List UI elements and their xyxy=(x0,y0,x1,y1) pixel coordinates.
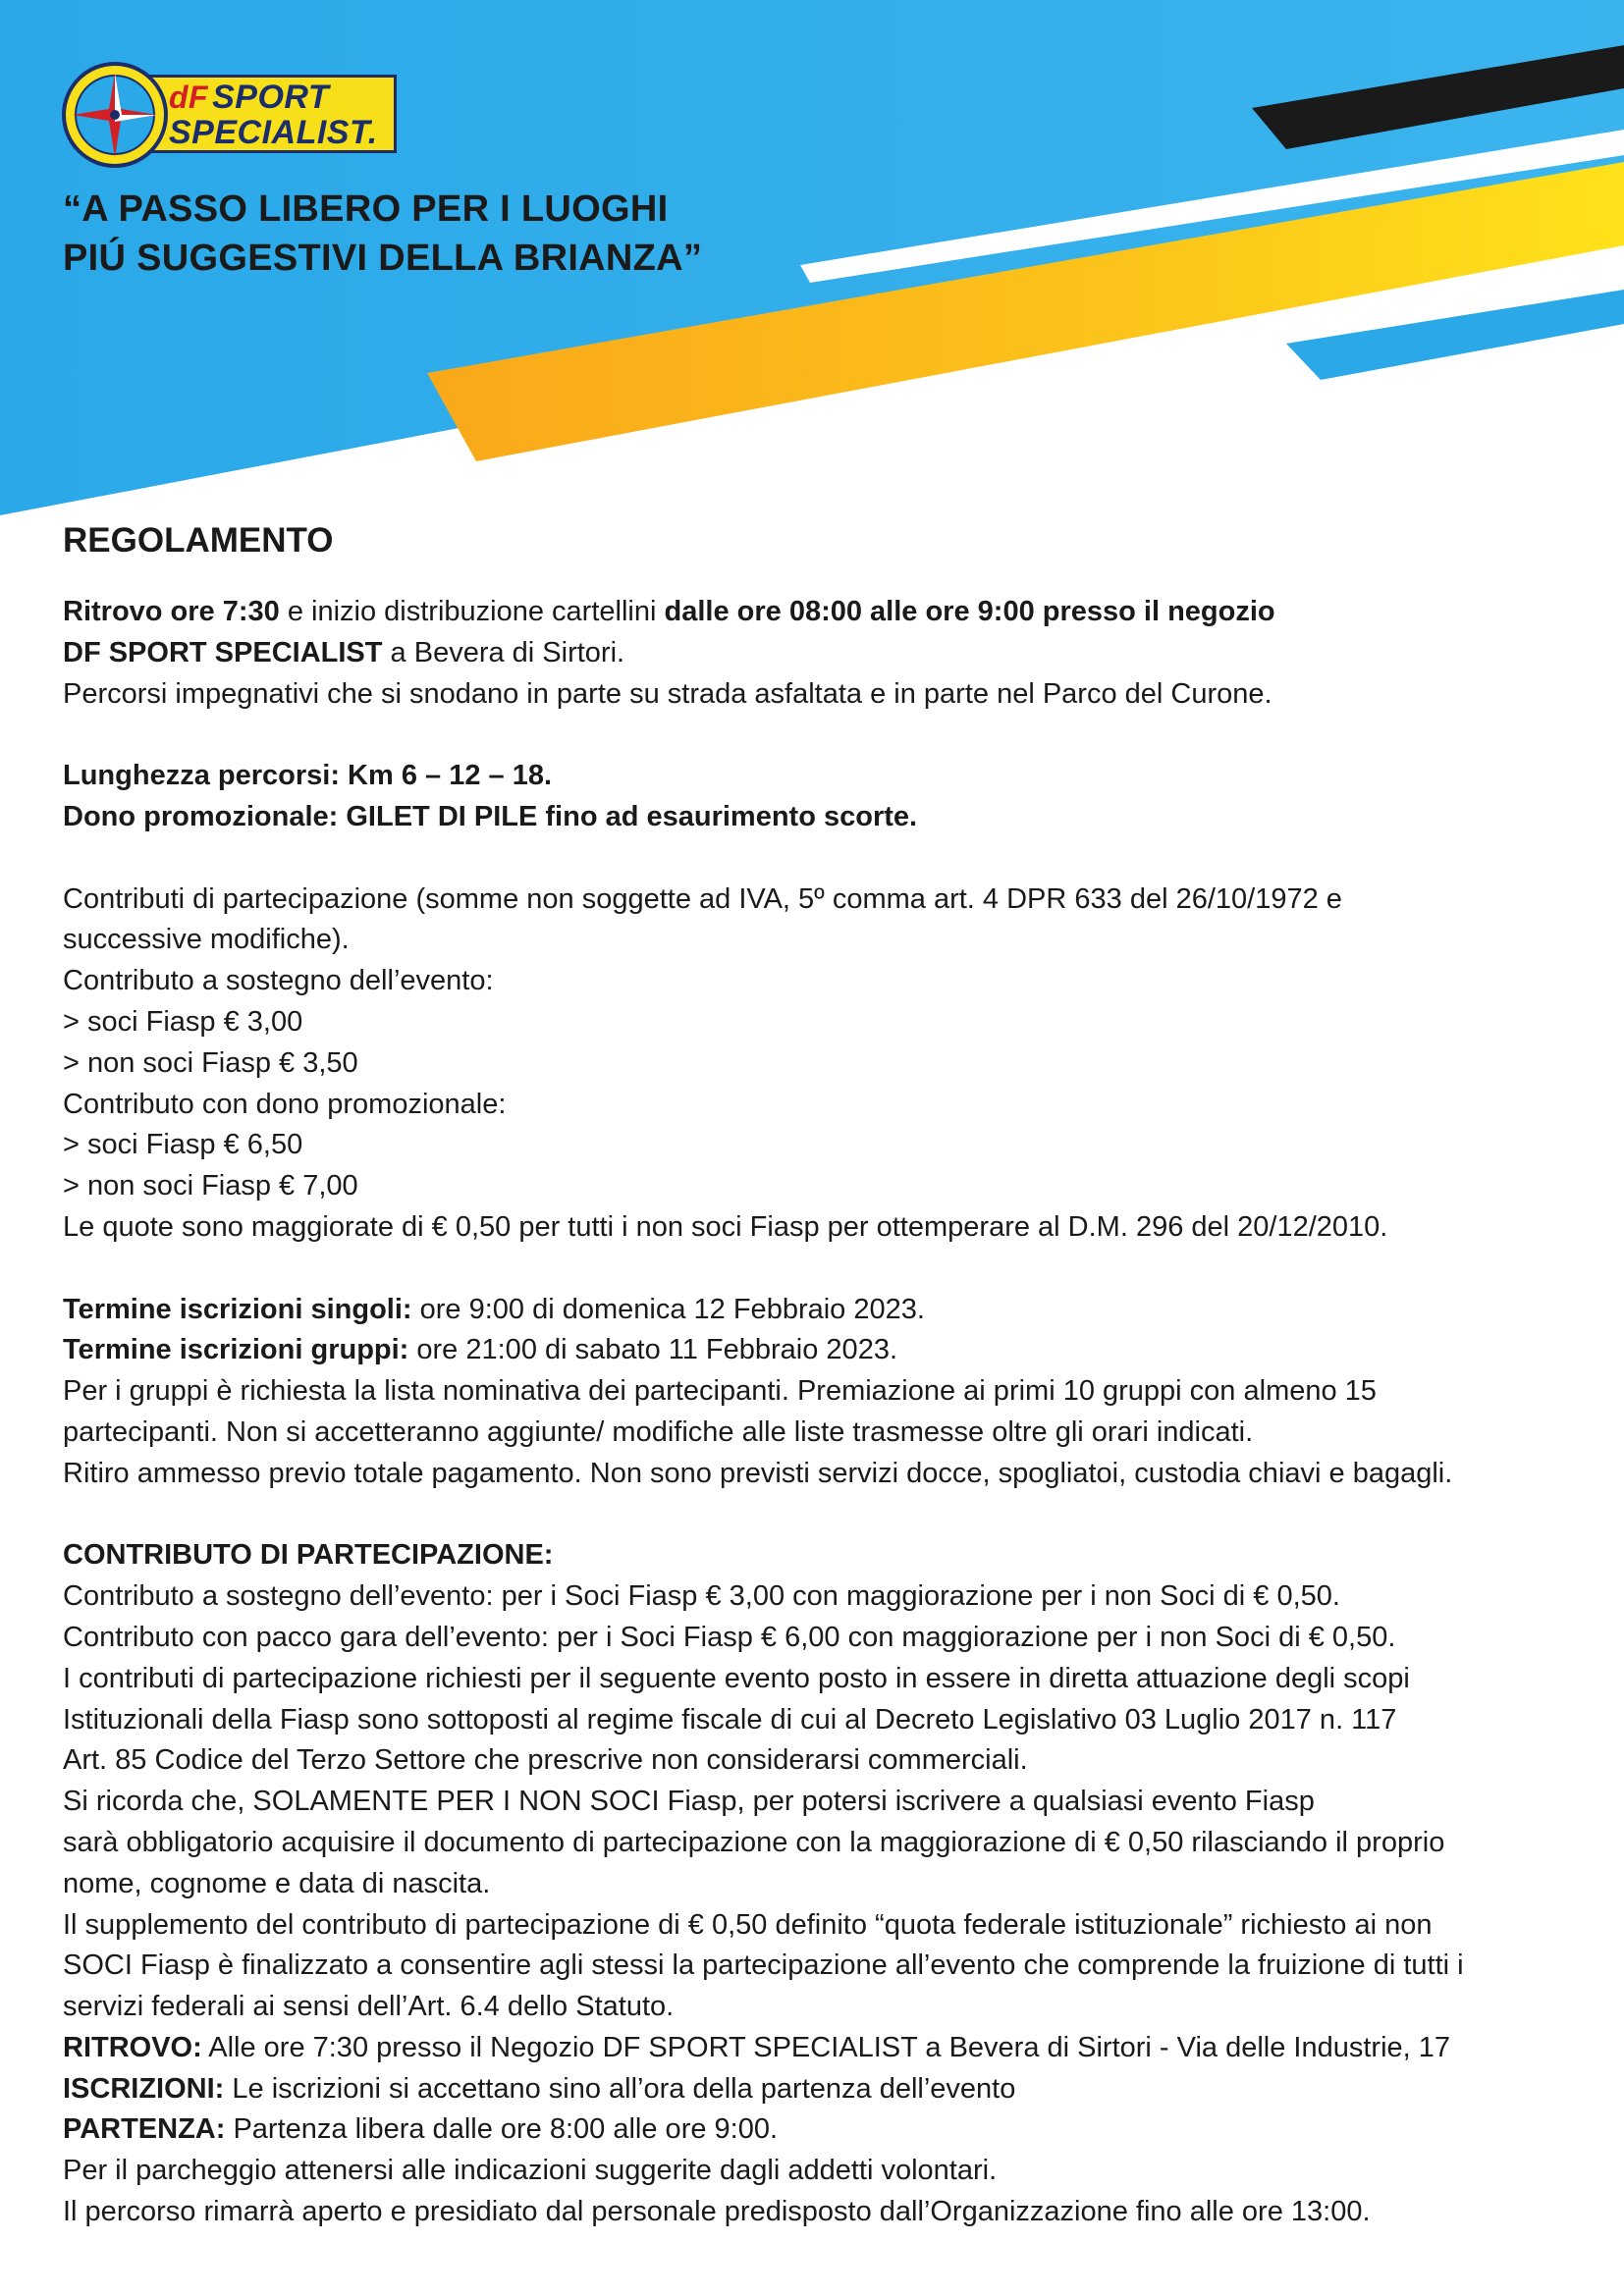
ritrovo-line: Ritrovo ore 7:30 e inizio distribuzione cartellini dalle ore 08:00 alle ore 9:00 presso il negozio xyxy=(63,596,1275,627)
contributi-line: > non soci Fiasp € 3,50 xyxy=(63,1046,358,1079)
logo-line-1: dF SPORT xyxy=(169,79,330,116)
contributo-line: I contributi di partecipazione richiesti per il seguente evento posto in essere in diretta attuazione degli scopi xyxy=(63,1662,1410,1694)
contributi-line: > non soci Fiasp € 7,00 xyxy=(63,1170,358,1202)
percorsi-line: Percorsi impegnativi che si snodano in parte su strada asfaltata e in parte nel Parco del Curone. xyxy=(63,677,1272,710)
headline-line-1: “A PASSO LIBERO PER I LUOGHI xyxy=(63,188,669,230)
dono-line: Dono promozionale: GILET DI PILE fino ad esaurimento scorte. xyxy=(63,800,918,832)
termini-line: Ritiro ammesso previo totale pagamento. Non sono previsti servizi docce, spogliatoi, custodia chiavi e bagagli. xyxy=(63,1457,1453,1489)
contributo-line: Contributo con pacco gara dell’evento: per i Soci Fiasp € 6,00 con maggiorazione per i non Soci di € 0,50. xyxy=(63,1621,1396,1653)
contributi-line: Contributo con dono promozionale: xyxy=(63,1088,507,1120)
contributi-line: Contributo a sostegno dell’evento: xyxy=(63,965,494,997)
contributi-line: > soci Fiasp € 6,50 xyxy=(63,1129,303,1161)
contributi-line: Le quote sono maggiorate di € 0,50 per tutti i non soci Fiasp per ottemperare al D.M. 296 del 20/12/2010. xyxy=(63,1210,1388,1243)
contributo-line: Art. 85 Codice del Terzo Settore che prescrive non considerarsi commerciali. xyxy=(63,1744,1028,1777)
termine-gruppi-line: Termine iscrizioni gruppi: ore 21:00 di sabato 11 Febbraio 2023. xyxy=(63,1334,898,1366)
contributi-line: > soci Fiasp € 3,00 xyxy=(63,1005,303,1038)
df-sport-specialist-logo xyxy=(61,61,410,169)
termini-line: partecipanti. Non si accetteranno aggiunte/ modifiche alle liste trasmesse oltre gli orari indicati. xyxy=(63,1415,1254,1448)
contributo-section-title: CONTRIBUTO DI PARTECIPAZIONE: xyxy=(63,1539,554,1572)
contributo-line: Il supplemento del contributo di partecipazione di € 0,50 definito “quota federale istituzionale” richiesto ai non xyxy=(63,1908,1433,1941)
contributo-line: SOCI Fiasp è finalizzato a consentire agli stessi la partecipazione all’evento che comprende la fruizione di tutti i xyxy=(63,1949,1464,1982)
logo-line-2: SPECIALIST. xyxy=(169,114,378,151)
iscrizioni-info-line: ISCRIZIONI: Le iscrizioni si accettano sino all’ora della partenza dell’evento xyxy=(63,2072,1016,2105)
parcheggio-line: Per il parcheggio attenersi alle indicazioni suggerite dagli addetti volontari. xyxy=(63,2155,998,2187)
section-title: REGOLAMENTO xyxy=(63,521,334,560)
negozio-line: DF SPORT SPECIALIST a Bevera di Sirtori. xyxy=(63,636,625,668)
contributo-line: Si ricorda che, SOLAMENTE PER I NON SOCI Fiasp, per potersi iscrivere a qualsiasi evento Fiasp xyxy=(63,1786,1315,1818)
contributi-line: Contributi di partecipazione (somme non soggette ad IVA, 5º comma art. 4 DPR 633 del 26/10/1972 e xyxy=(63,882,1342,915)
ritrovo-info-line: RITROVO: Alle ore 7:30 presso il Negozio DF SPORT SPECIALIST a Bevera di Sirtori - Via delle Industrie, 17 xyxy=(63,2031,1451,2063)
contributo-line: nome, cognome e data di nascita. xyxy=(63,1867,491,1899)
header-banner xyxy=(0,0,1624,530)
headline-line-2: PIÚ SUGGESTIVI DELLA BRIANZA” xyxy=(63,238,703,279)
contributo-line: Contributo a sostegno dell’evento: per i Soci Fiasp € 3,00 con maggiorazione per i non Soci di € 0,50. xyxy=(63,1580,1340,1613)
contributo-line: servizi federali ai sensi dell’Art. 6.4 dello Statuto. xyxy=(63,1991,675,2023)
lower-blue-stripe xyxy=(1286,290,1624,380)
partenza-info-line: PARTENZA: Partenza libera dalle ore 8:00 alle ore 9:00. xyxy=(63,2113,779,2146)
lunghezza-line: Lunghezza percorsi: Km 6 – 12 – 18. xyxy=(63,760,553,792)
headline xyxy=(63,185,702,283)
compass-icon xyxy=(61,61,169,169)
contributo-line: sarà obbligatorio acquisire il documento di partecipazione con la maggiorazione di € 0,50 rilasciando il proprio xyxy=(63,1826,1445,1858)
contributo-line: Istituzionali della Fiasp sono sottoposti al regime fiscale di cui al Decreto Legislativo 03 Luglio 2017 n. 117 xyxy=(63,1703,1397,1735)
contributi-line: successive modifiche). xyxy=(63,924,350,956)
regolamento-content xyxy=(63,515,1565,2233)
termine-singoli-line: Termine iscrizioni singoli: ore 9:00 di domenica 12 Febbraio 2023. xyxy=(63,1293,925,1325)
termini-line: Per i gruppi è richiesta la lista nominativa dei partecipanti. Premiazione ai primi 10 gruppi con almeno 15 xyxy=(63,1375,1377,1408)
percorso-line: Il percorso rimarrà aperto e presidiato dal personale predisposto dall’Organizzazione fino alle ore 13:00. xyxy=(63,2196,1371,2228)
